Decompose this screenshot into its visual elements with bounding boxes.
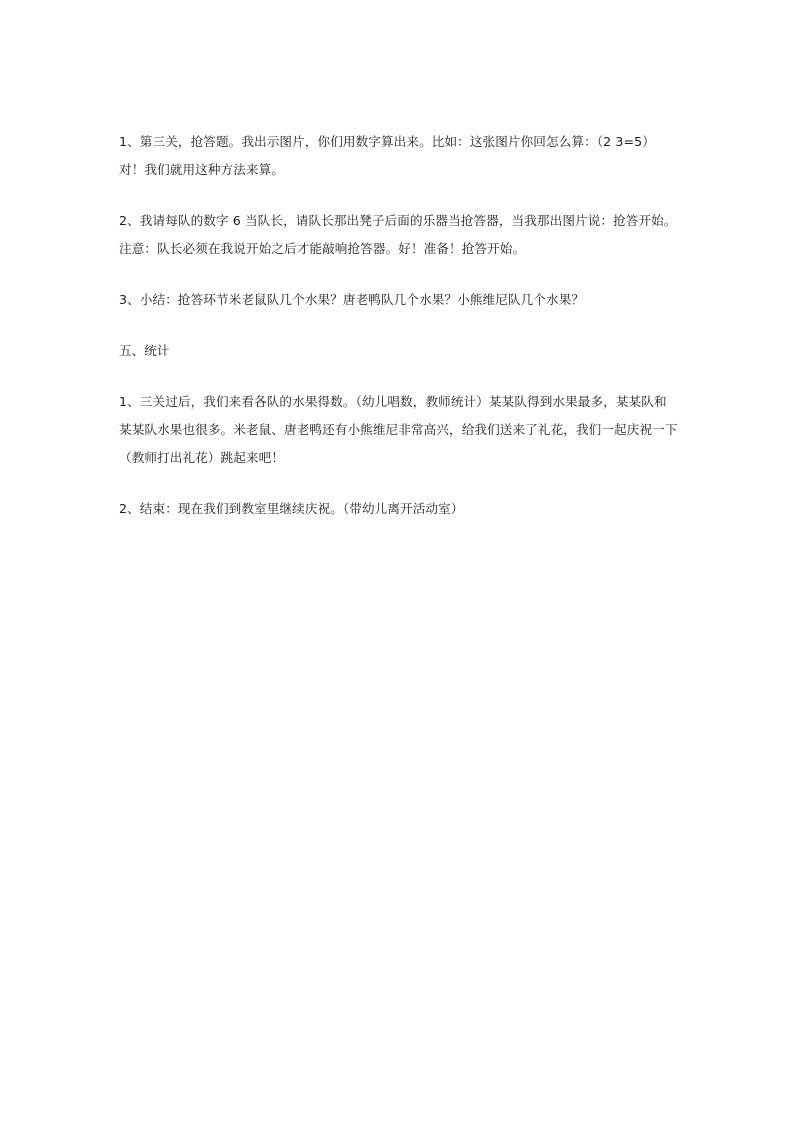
paragraph-summary: 3、小结：抢答环节米老鼠队几个水果？唐老鸭队几个水果？小熊维尼队几个水果？ — [119, 292, 585, 307]
paragraph-ending: 2、结束：现在我们到教室里继续庆祝。（带幼儿离开活动室） — [119, 501, 464, 516]
paragraph-team-captain: 2、我请每队的数字 6 当队长，请队长那出凳子后面的乐器当抢答器，当我那出图片说：抢答开始。注意：队长必须在我说开始之后才能敲响抢答器。好！准备！抢答开始。 — [119, 213, 677, 256]
section-heading-statistics: 五、统计 — [119, 343, 170, 358]
paragraph-round-three: 1、第三关，抢答题。我出示图片，你们用数字算出来。比如：这张图片你回怎么算：（2 3=5）对！我们就用这种方法来算。 — [119, 134, 655, 177]
paragraph-fruit-count: 1、三关过后，我们来看各队的水果得数。（幼儿唱数，教师统计）某某队得到水果最多，某某队和某某队水果也很多。米老鼠、唐老鸭还有小熊维尼非常高兴，给我们送来了礼花，我们一起庆祝一下（教师打出礼花）跳起来吧！ — [119, 394, 678, 465]
document-body — [119, 128, 679, 546]
